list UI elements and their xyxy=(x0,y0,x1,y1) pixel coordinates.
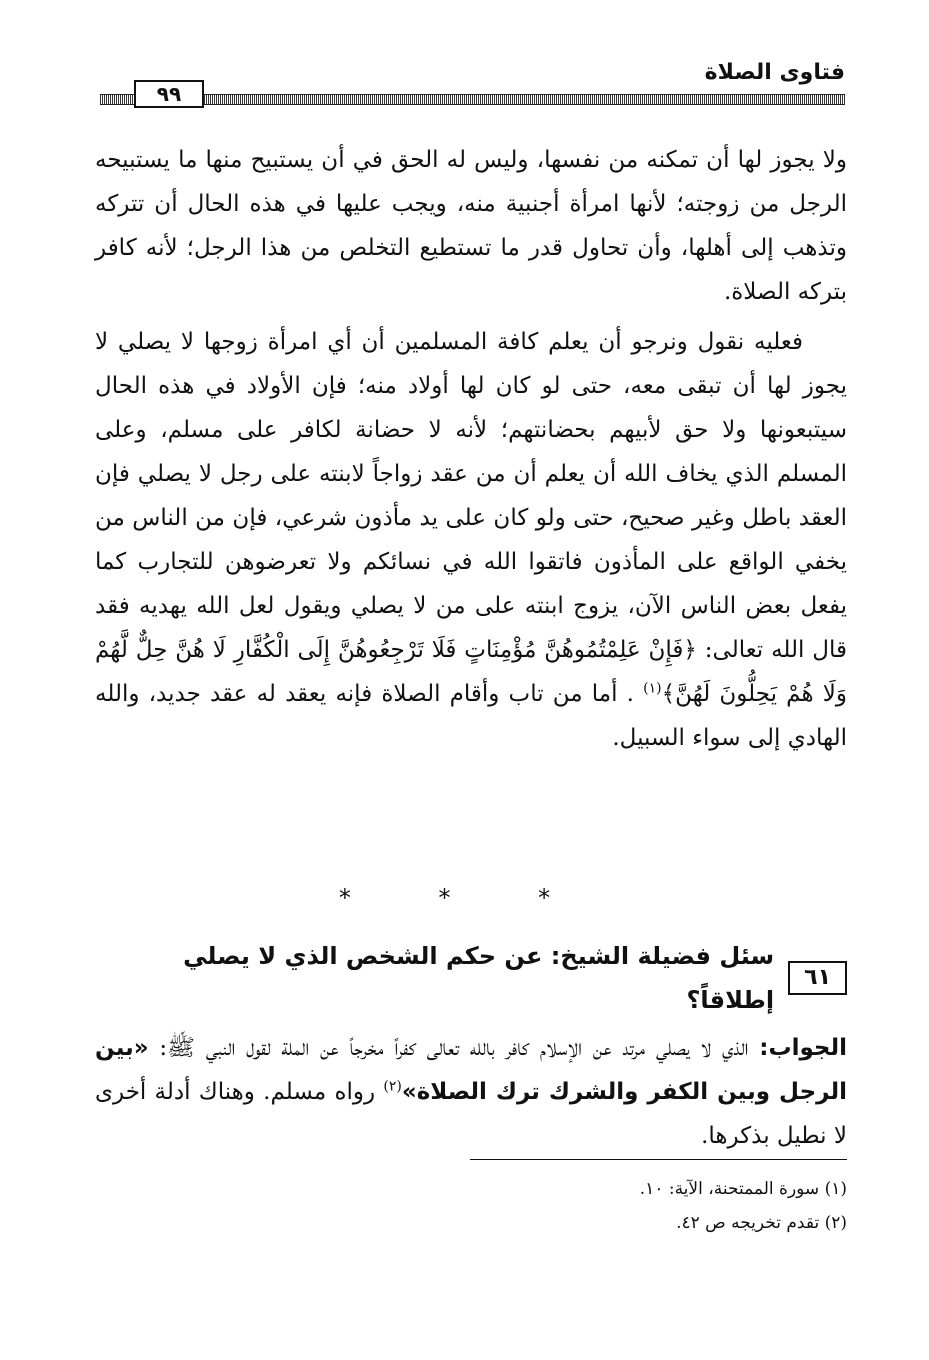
footnote-ref-2: (٢) xyxy=(383,1078,402,1095)
footnote-2: (٢) تقدم تخريجه ص ٤٢. xyxy=(676,1213,847,1233)
hadith-quote: «بين الرجل وبين الكفر والشرك ترك الصلاة» xyxy=(95,1035,847,1105)
paragraph-2 xyxy=(95,320,847,760)
answer-text-1: الذي لا يصلي مرتد عن الإسلام كافر بالله تعالى كفراً مخرجاً عن الملة لقول النبي ﷺ: xyxy=(148,1035,760,1061)
footnote-1: (١) سورة الممتحنة، الآية: ١٠. xyxy=(639,1179,847,1199)
paragraph-1: ولا يجوز لها أن تمكنه من نفسها، وليس له الحق في أن يستبيح منها ما يستبيحه الرجل من زوجته؛ لأنها امرأة أجنبية منه، ويجب عليها في هذه الحال أن تتركه وتذهب إلى أهلها، وأن تحاول قدر ما تستطيع التخلص من هذا الرجل؛ لأنه كافر بتركه الصلاة. xyxy=(95,147,847,305)
quran-verse: ﴿فَإِنْ عَلِمْتُمُوهُنَّ مُؤْمِنَاتٍ فَلَا تَرْجِعُوهُنَّ إِلَى الْكُفَّارِ لَا هُنَّ حِلٌّ لَّهُمْ وَلَا هُمْ يَحِلُّونَ لَهُنَّ﴾ xyxy=(95,637,848,707)
book-title: فتاوى الصلاة xyxy=(704,60,845,85)
answer-text-2: رواه مسلم. وهناك أدلة أخرى لا نطيل بذكرها. xyxy=(95,1079,847,1149)
page-number: ٩٩ xyxy=(134,80,204,108)
question-number: ٦١ xyxy=(788,961,847,995)
page-header xyxy=(100,60,845,108)
paragraph-2-tail: . أما من تاب وأقام الصلاة فإنه يعقد له عقد جديد، والله الهادي إلى سواء السبيل. xyxy=(95,681,847,751)
header-rule xyxy=(100,94,845,105)
answer-label: الجواب: xyxy=(759,1035,847,1061)
main-text xyxy=(95,138,847,760)
answer xyxy=(95,1026,847,1158)
footnote-rule xyxy=(470,1159,847,1160)
footnotes xyxy=(640,1172,847,1240)
section-separator: * * * xyxy=(338,884,591,912)
footnote-ref-1: (١) xyxy=(643,680,662,697)
question-answer xyxy=(95,934,847,1158)
question-text: سئل فضيلة الشيخ: عن حكم الشخص الذي لا يصلي إطلاقاً؟ xyxy=(183,942,775,1014)
paragraph-2-lead: فعليه نقول ونرجو أن يعلم كافة المسلمين أن أي امرأة زوجها لا يصلي لا يجوز لها أن تبقى معه، حتى لو كان لها أولاد منه؛ فإن الأولاد في هذه الحال سيتبعونها ولا حق لأبيهم بحضانتهم؛ لأنه لا حضانة لكافر على مسلم، وعلى المسلم الذي يخاف الله أن يعلم أن من عقد زواجاً لابنته على رجل لا يصلي فإن العقد باطل وغير صحيح، حتى ولو كان على يد مأذون شرعي، فإن من الناس من يخفي الواقع على المأذون فاتقوا الله في نسائكم ولا تعرضوهن للتجارب كما يفعل بعض الناس الآن، يزوج ابنته على من لا يصلي ويقول لعل الله يهديه فقد قال الله تعالى: xyxy=(95,329,847,663)
question xyxy=(95,934,847,1022)
